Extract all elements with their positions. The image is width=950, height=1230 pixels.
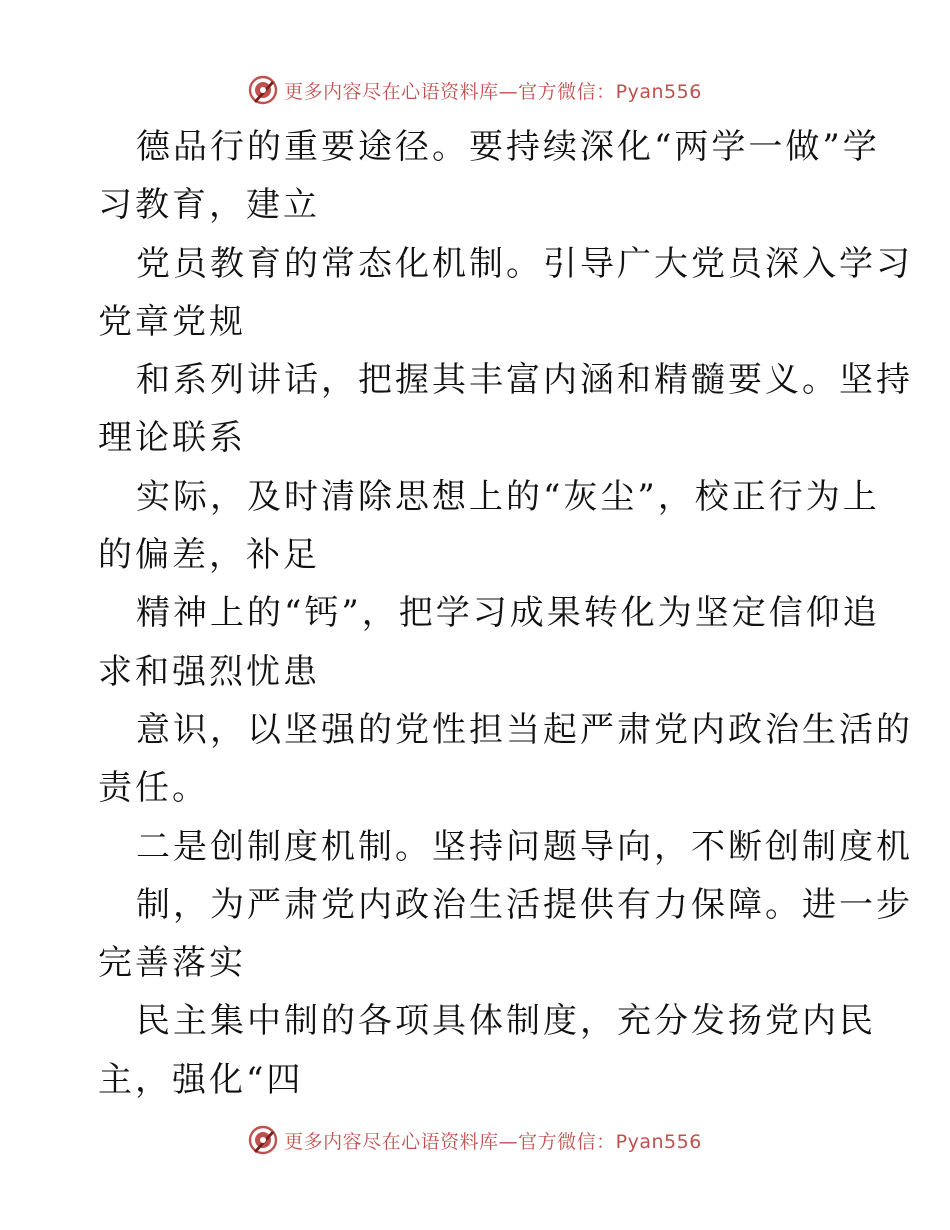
text-line: 主，强化“四	[98, 1059, 304, 1100]
feather-pen-logo-icon	[248, 1125, 278, 1155]
text-line: 求和强烈忧患	[98, 651, 320, 692]
text-line: 的偏差，补足	[98, 535, 320, 576]
text-line: 实际，及时清除思想上的“灰尘”，校正行为上	[136, 476, 880, 517]
text-line: 民主集中制的各项具体制度，充分发扬党内民	[136, 1001, 876, 1042]
text-line: 制，为严肃党内政治生活提供有力保障。进一步	[136, 884, 913, 925]
watermark-text: 更多内容尽在心语资料库—官方微信：Pyan556	[284, 80, 702, 103]
document-body	[98, 118, 913, 1109]
watermark-text: 更多内容尽在心语资料库—官方微信：Pyan556	[284, 1130, 702, 1153]
text-line: 意识，以坚强的党性担当起严肃党内政治生活的	[136, 709, 913, 750]
text-line: 党员教育的常态化机制。引导广大党员深入学习	[136, 243, 913, 284]
text-line: 党章党规	[98, 301, 246, 342]
text-line: 责任。	[98, 768, 209, 809]
text-line: 习教育，建立	[98, 185, 320, 226]
text-line: 德品行的重要途径。要持续深化“两学一做”学	[136, 127, 880, 167]
text-line: 理论联系	[98, 418, 246, 459]
text-line: 精神上的“钙”，把学习成果转化为坚定信仰追	[136, 593, 880, 634]
text-line: 和系列讲话，把握其丰富内涵和精髓要义。坚持	[136, 360, 913, 401]
text-line: 完善落实	[98, 943, 246, 984]
header-watermark	[0, 70, 950, 110]
text-line: 二是创制度机制。坚持问题导向，不断创制度机	[136, 826, 913, 867]
feather-pen-logo-icon	[248, 75, 278, 105]
footer-watermark	[0, 1120, 950, 1160]
